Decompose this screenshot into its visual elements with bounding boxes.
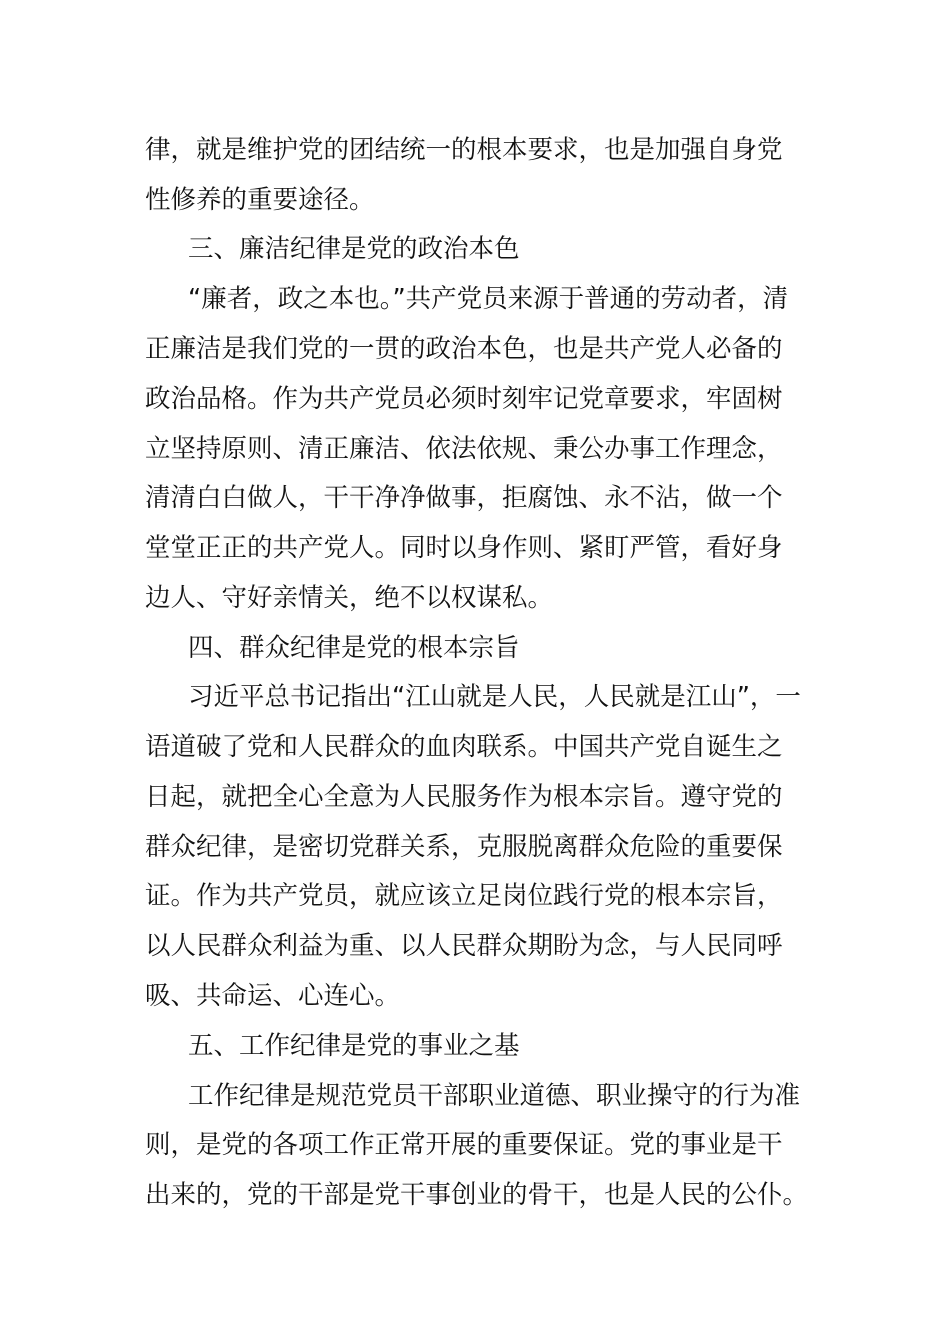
paragraph-line: 日起，就把全心全意为人民服务作为根本宗旨。遵守党的 <box>145 782 783 812</box>
paragraph-line: 政治品格。作为共产党员必须时刻牢记党章要求，牢固树 <box>145 384 783 414</box>
paragraph-line: 正廉洁是我们党的一贯的政治本色，也是共产党人必备的 <box>145 334 783 364</box>
paragraph-line: 性修养的重要途径。 <box>145 185 375 215</box>
paragraph-line: 工作纪律是规范党员干部职业道德、职业操守的行为准 <box>188 1081 801 1111</box>
paragraph-line: 以人民群众利益为重、以人民群众期盼为念，与人民同呼 <box>145 931 783 961</box>
paragraph-line: 习近平总书记指出“江山就是人民，人民就是江山”，一 <box>188 682 801 712</box>
paragraph-line: 语道破了党和人民群众的血肉联系。中国共产党自诞生之 <box>145 732 783 762</box>
paragraph-line: “廉者，政之本也。”共产党员来源于普通的劳动者，清 <box>188 284 789 314</box>
section-heading: 三、廉洁纪律是党的政治本色 <box>188 234 520 264</box>
paragraph-line: 清清白白做人，干干净净做事，拒腐蚀、永不沾，做一个 <box>145 483 783 513</box>
paragraph-line: 证。作为共产党员，就应该立足岗位践行党的根本宗旨， <box>145 881 783 911</box>
paragraph-line: 吸、共命运、心连心。 <box>145 981 401 1011</box>
paragraph-line: 立坚持原则、清正廉洁、依法依规、秉公办事工作理念， <box>145 434 783 464</box>
paragraph-line: 堂堂正正的共产党人。同时以身作则、紧盯严管，看好身 <box>145 533 783 563</box>
paragraph-line: 群众纪律，是密切党群关系，克服脱离群众危险的重要保 <box>145 832 783 862</box>
paragraph-line: 出来的，党的干部是党干事创业的骨干，也是人民的公仆。 <box>145 1180 809 1210</box>
paragraph-line: 则，是党的各项工作正常开展的重要保证。党的事业是干 <box>145 1130 783 1160</box>
paragraph-line: 边人、守好亲情关，绝不以权谋私。 <box>145 583 554 613</box>
paragraph-line: 律，就是维护党的团结统一的根本要求，也是加强自身党 <box>145 135 783 165</box>
section-heading: 五、工作纪律是党的事业之基 <box>188 1031 520 1061</box>
section-heading: 四、群众纪律是党的根本宗旨 <box>188 633 520 663</box>
